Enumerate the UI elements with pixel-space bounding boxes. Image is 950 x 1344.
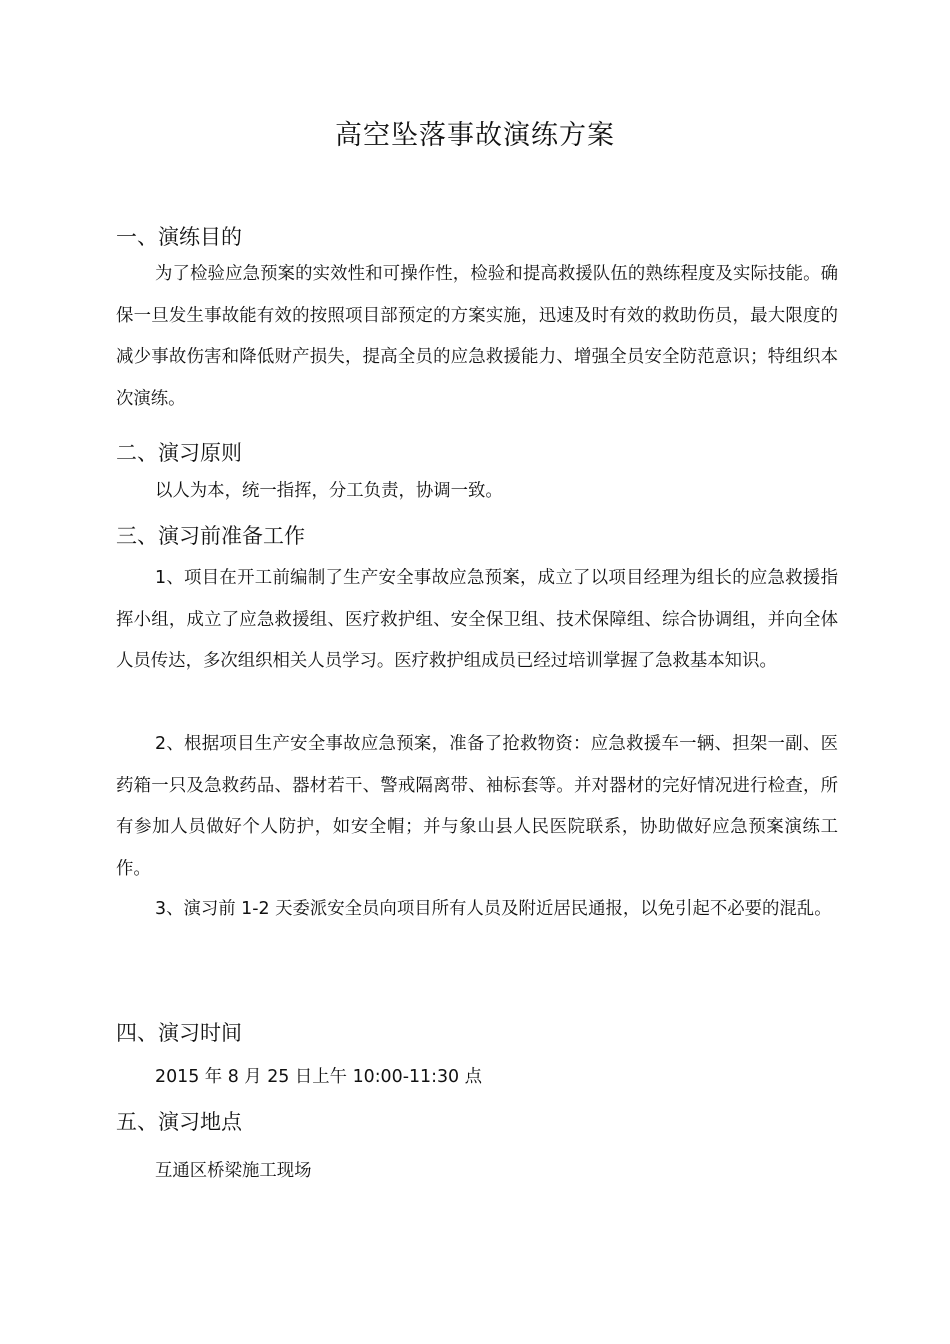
preparation-item-1: 1、项目在开工前编制了生产安全事故应急预案，成立了以项目经理为组长的应急救援指挥小组，成立了应急救援组、医疗救护组、安全保卫组、技术保障组、综合协调组，并向全体人员传达，多次组织相关人员学习。医疗救护组成员已经过培训掌握了急救基本知识。 <box>116 568 838 671</box>
drill-time-text: 2015 年 8 月 25 日上午 10:00-11:30 点 <box>155 1067 483 1087</box>
section-heading-principles: 二、演习原则 <box>116 441 242 465</box>
section-heading-objective: 一、演练目的 <box>116 225 242 249</box>
section-heading-location: 五、演习地点 <box>116 1110 242 1134</box>
drill-location-text: 互通区桥梁施工现场 <box>155 1161 312 1181</box>
section-paragraph-objective: 为了检验应急预案的实效性和可操作性，检验和提高救援队伍的熟练程度及实际技能。确保一旦发生事故能有效的按照项目部预定的方案实施，迅速及时有效的救助伤员，最大限度的减少事故伤害和降低财产损失，提高全员的应急救援能力、增强全员安全防范意识；特组织本次演练。 <box>116 264 838 409</box>
section-heading-time: 四、演习时间 <box>116 1021 242 1045</box>
document-title: 高空坠落事故演练方案 <box>335 120 615 151</box>
preparation-item-2: 2、根据项目生产安全事故应急预案，准备了抢救物资：应急救援车一辆、担架一副、医药箱一只及急救药品、器材若干、警戒隔离带、袖标套等。并对器材的完好情况进行检查，所有参加人员做好个人防护，如安全帽；并与象山县人民医院联系，协助做好应急预案演练工作。 <box>116 734 838 879</box>
preparation-item-3: 3、演习前 1-2 天委派安全员向项目所有人员及附近居民通报，以免引起不必要的混乱。 <box>155 899 832 919</box>
section-heading-preparation: 三、演习前准备工作 <box>116 524 305 548</box>
section-paragraph-principles: 以人为本，统一指挥，分工负责，协调一致。 <box>155 481 503 501</box>
